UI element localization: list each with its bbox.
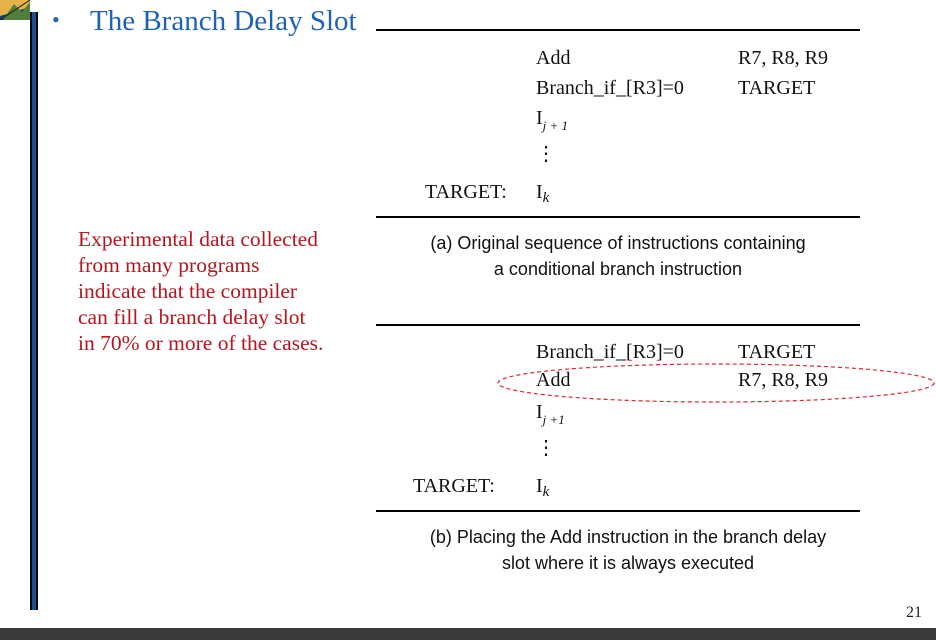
b-add-args: R7, R8, R9: [738, 369, 829, 391]
bottom-strip: [0, 628, 936, 640]
caption-b-line2: slot where it is always executed: [501, 553, 755, 573]
rule-b-bottom: [376, 510, 860, 512]
page-number: 21: [906, 604, 922, 621]
slide-title: The Branch Delay Slot: [90, 5, 357, 37]
b-ik-sub: k: [542, 484, 550, 500]
title-bullet-icon: •: [52, 7, 60, 32]
rule-a-top: [376, 29, 860, 31]
b-instr-ij1: [536, 400, 565, 426]
caption-b: [376, 524, 880, 576]
b-branch-args: TARGET: [738, 341, 816, 363]
caption-b-line1: (b) Placing the Add instruction in the branch delay: [429, 527, 827, 547]
a-add-args: R7, R8, R9: [738, 47, 829, 69]
a-ik-sub: k: [542, 190, 550, 206]
b-add-op: Add: [536, 369, 571, 391]
a-instr-ik: [536, 180, 549, 206]
a-ik-base: I: [536, 181, 543, 203]
caption-a-line2: a conditional branch instruction: [493, 259, 743, 279]
caption-a: [376, 230, 860, 282]
b-ik-base: I: [536, 475, 543, 497]
caption-a-line1: (a) Original sequence of instructions containing: [430, 233, 806, 253]
b-instr-ik: [536, 474, 549, 500]
b-ij-base: I: [536, 401, 543, 423]
note-line: Experimental data collected: [78, 227, 318, 251]
experimental-note: [78, 226, 378, 356]
a-branch-op: Branch_if_[R3]=0: [536, 77, 684, 99]
note-line: indicate that the compiler: [78, 279, 298, 303]
b-branch-op: Branch_if_[R3]=0: [536, 341, 684, 363]
b-ij-sub: j +1: [542, 412, 565, 427]
logo-icon: [0, 0, 30, 20]
a-target-label: TARGET:: [425, 181, 507, 203]
vertical-accent-bar: [30, 12, 38, 610]
note-line: from many programs: [78, 253, 260, 277]
a-vdots: ⋮: [536, 143, 556, 165]
rule-b-top: [376, 324, 860, 326]
a-ij-sub: j + 1: [542, 118, 569, 133]
b-vdots: ⋮: [536, 437, 556, 459]
a-add-op: Add: [536, 47, 571, 69]
note-line: in 70% or more of the cases.: [78, 331, 324, 355]
a-ij-base: I: [536, 107, 543, 129]
note-line: can fill a branch delay slot: [78, 305, 306, 329]
a-branch-args: TARGET: [738, 77, 816, 99]
a-instr-ij1: [536, 106, 568, 132]
rule-a-bottom: [376, 216, 860, 218]
b-target-label: TARGET:: [413, 475, 495, 497]
